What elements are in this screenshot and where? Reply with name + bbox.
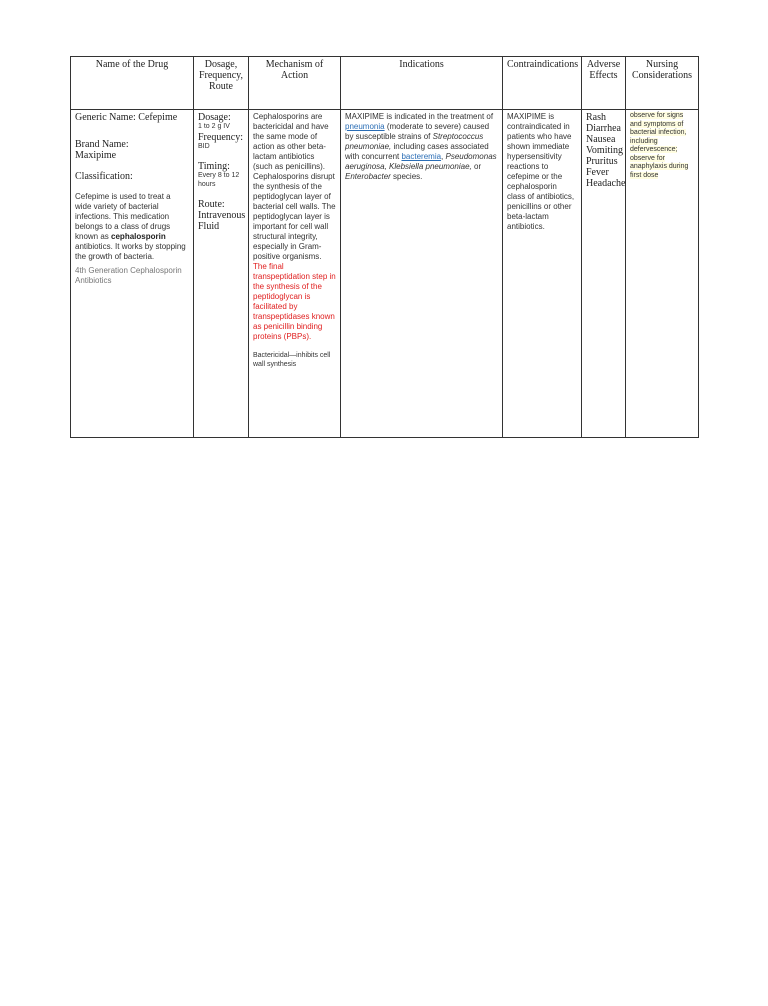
adverse-effect-item: Pruritus — [586, 156, 618, 167]
adverse-effect-item: Headache — [586, 178, 626, 189]
mechanism-cell — [249, 110, 341, 438]
header-mechanism: Mechanism of Action — [249, 57, 341, 110]
frequency-label: Frequency: — [198, 131, 243, 143]
drug-description: Cefepime is used to treat a wide variety of bacterial infections. This medication belongs to a class of drugs known as cephalosporin antibiotics. It works by stopping the growth of bacteria. — [75, 192, 186, 261]
dosage-cell — [194, 110, 249, 438]
adverse-effect-item: Diarrhea — [586, 123, 621, 134]
mechanism-text: Cephalosporins are bactericidal and have the same mode of action as other beta-lactam antibiotics (such as penicillins). Cephalosporins disrupt the synthesis of the peptidoglycan layer of bacterial cell walls. The peptidoglycan layer is important for cell wall structural integrity, especially in Gram-positive organisms. The final transpeptidation step in the synthesis of the peptidoglycan is facilitated by transpeptidases known as penicillin binding proteins (PBPs). — [253, 112, 336, 341]
classification-label: Classification: — [75, 171, 133, 182]
nursing-considerations-cell — [626, 110, 699, 438]
route-label: Route: — [198, 199, 225, 210]
adverse-effects-cell — [582, 110, 626, 438]
header-nursing-considerations: Nursing Considerations — [626, 57, 699, 110]
header-indications: Indications — [341, 57, 503, 110]
drug-row — [71, 110, 699, 438]
brand-name: Maxipime — [75, 150, 117, 161]
indications-text: MAXIPIME is indicated in the treatment of pneumonia (moderate to severe) caused by susceptible strains of Streptococcus pneumoniae, including cases associated with concurrent bacteremia, Pseudomonas aeruginosa, Klebsiella pneumoniae, or Enterobacter species. — [345, 112, 497, 181]
nursing-considerations-text: observe for signs and symptoms of bacterial infection, including defervescence; observe for anaphylaxis during first dose — [630, 112, 689, 179]
pneumonia-link[interactable]: pneumonia — [345, 122, 385, 131]
dosage-label: Dosage: — [198, 112, 231, 123]
route-value: Intravenous Fluid — [198, 210, 246, 232]
drug-study-table — [70, 56, 699, 438]
header-adverse-effects: Adverse Effects — [582, 57, 626, 110]
brand-label: Brand Name: — [75, 139, 129, 150]
bacteremia-link[interactable]: bacteremia — [401, 152, 442, 161]
drug-generation: 4th Generation Cephalosporin Antibiotics — [75, 266, 182, 285]
adverse-effect-item: Nausea — [586, 134, 616, 145]
mechanism-note: Bactericidal—inhibits cell wall synthesis — [253, 352, 331, 368]
header-dosage: Dosage, Frequency, Route — [194, 57, 249, 110]
adverse-effect-item: Rash — [586, 112, 606, 123]
contraindications-cell — [503, 110, 582, 438]
header-name-of-drug: Name of the Drug — [71, 57, 194, 110]
generic-name: Generic Name: Cefepime — [75, 112, 178, 123]
timing-value: Every 8 to 12 hours — [198, 172, 240, 188]
mechanism-highlight: The final transpeptidation step in the synthesis of the peptidoglycan is facilitated by transpeptidases known as penicillin binding proteins (PBPs). — [253, 262, 336, 341]
timing-label: Timing: — [198, 161, 230, 172]
indications-cell — [341, 110, 503, 438]
adverse-effect-item: Fever — [586, 167, 609, 178]
name-cell — [71, 110, 194, 438]
header-contraindications: Contraindications — [503, 57, 582, 110]
header-row — [71, 57, 699, 110]
frequency-value: BID — [198, 142, 210, 150]
dosage-value: 1 to 2 g IV — [198, 123, 230, 130]
adverse-effect-item: Vomiting — [586, 145, 624, 156]
contraindications-text: MAXIPIME is contraindicated in patients who have shown immediate hypersensitivity reactions to cefepime or the cephalosporin class of antibiotics, penicillins or other beta-lactam antibiotics. — [507, 112, 575, 231]
